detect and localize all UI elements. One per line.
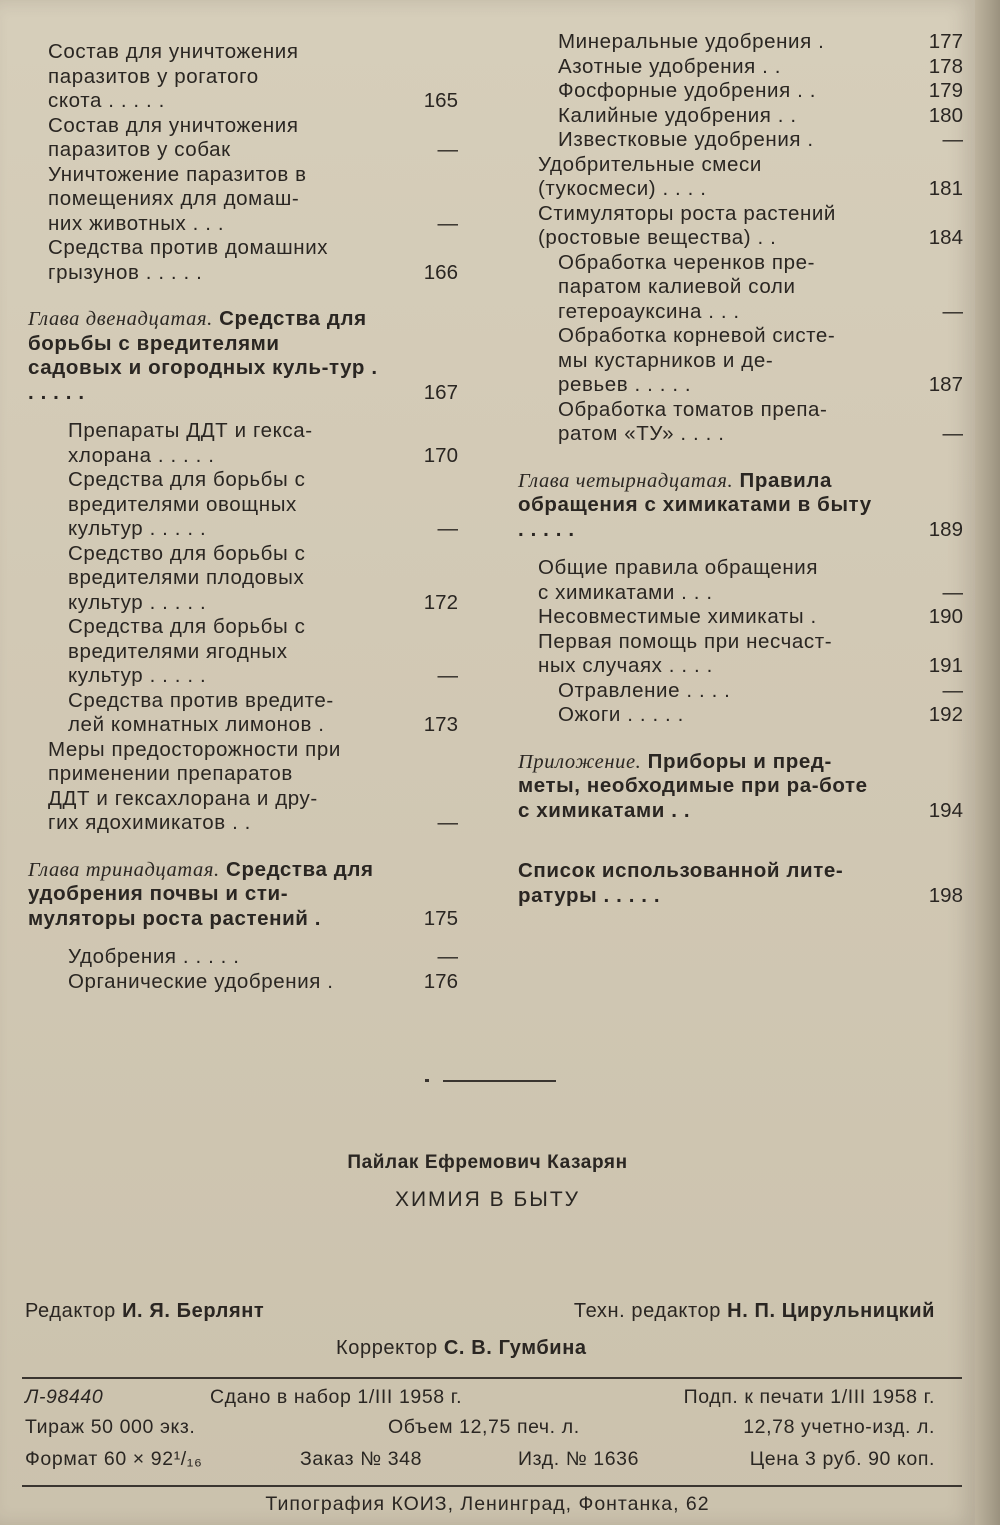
page-number: 187 — [928, 373, 963, 396]
entry-title: Известковые удобрения . — [558, 128, 814, 151]
page-number: 181 — [928, 177, 963, 200]
chapter-prefix: Глава тринадцатая. — [28, 858, 220, 881]
imprint-signed: Подп. к печати 1/III 1958 г. — [683, 1386, 935, 1408]
author-name: Пайлак Ефремович Казарян — [347, 1152, 628, 1173]
entry-title: Обработка корневой систе- мы кустарников и де- ревьев . . . . . — [558, 324, 836, 396]
tech-editor-name: Н. П. Цирульницкий — [727, 1300, 935, 1322]
entry-title: Фосфорные удобрения . . — [558, 79, 816, 102]
toc-chapter — [518, 859, 963, 908]
toc-entry — [28, 163, 458, 237]
chapter-prefix: Приложение. — [518, 750, 642, 773]
toc-entry — [28, 468, 458, 542]
editor-label: Редактор — [25, 1300, 116, 1322]
toc-entry — [28, 945, 458, 970]
page-number: 176 — [423, 969, 458, 993]
entry-title: Средства для борьбы с вредителями овощных культур . . . . . — [68, 468, 306, 540]
toc-entry — [518, 605, 963, 630]
page-number: — — [942, 678, 963, 702]
entry-title: Калийные удобрения . . — [558, 103, 797, 127]
page-number: 198 — [928, 883, 963, 907]
page-number: — — [942, 128, 963, 151]
entry-title: Средства против домашних грызунов . . . . . — [48, 236, 329, 284]
chapter-prefix: Глава двенадцатая. — [28, 308, 213, 330]
toc-entry — [28, 970, 458, 995]
toc-entry — [518, 79, 963, 104]
chapter-title: Список использованной лите-ратуры . . . . . — [518, 859, 844, 907]
corrector-name: С. В. Гумбина — [443, 1337, 587, 1359]
entry-title: Несовместимые химикаты . — [538, 605, 817, 628]
toc-spacer — [28, 931, 458, 945]
chapter-title: Приборы и пред-меты, необходимые при ра-боте с химикатами . . — [518, 749, 868, 822]
page-number: 184 — [928, 226, 963, 249]
entry-title: Меры предосторожности при применении препаратов ДДТ и гексахлорана и дру- гих ядохимикатов . . — [48, 737, 341, 834]
toc-chapter — [28, 858, 458, 932]
toc-chapter — [518, 750, 963, 824]
entry-title: Обработка томатов препа- ратом «ТУ» . . . . — [558, 397, 828, 445]
entry-title: Удобрительные смеси (тукосмеси) . . . . — [538, 152, 762, 200]
toc-entry — [28, 689, 458, 738]
page-number: — — [942, 422, 963, 445]
printer-line: Типография КОИЗ, Ленинград, Фонтанка, 62 — [265, 1493, 710, 1515]
page-number: 172 — [423, 590, 458, 614]
entry-title: Средства против вредите- лей комнатных лимонов . — [68, 688, 334, 736]
imprint-bottom-rule — [22, 1485, 962, 1487]
toc-entry — [518, 679, 963, 704]
entry-title: Состав для уничтожения паразитов у рогатого скота . . . . . — [48, 40, 299, 112]
toc-entry — [518, 251, 963, 325]
page-number: 189 — [928, 517, 963, 541]
page-number: 180 — [928, 103, 963, 127]
imprint-top-rule — [22, 1377, 962, 1379]
page-number: 175 — [423, 906, 458, 930]
entry-title: Первая помощь при несчаст- ных случаях . . . . — [538, 629, 833, 677]
toc-entry — [28, 40, 458, 114]
page-number: 190 — [928, 605, 963, 628]
imprint-order: Заказ № 348 — [300, 1448, 423, 1470]
entry-title: Средства для борьбы с вредителями ягодных культур . . . . . — [68, 615, 306, 687]
editor-credit — [25, 1300, 264, 1323]
toc-left-column — [28, 40, 458, 994]
entry-title: Препараты ДДТ и гекса- хлорана . . . . . — [68, 419, 313, 467]
entry-title: Состав для уничтожения паразитов у собак — [48, 113, 299, 161]
chapter-title: Средства для удобрения почвы и сти-муляторы роста растений . — [28, 857, 374, 930]
page-number: 165 — [423, 89, 458, 112]
entry-title: Обработка черенков пре- паратом калиевой соли гетероауксина . . . — [558, 250, 816, 323]
entry-title: Азотные удобрения . . — [558, 54, 782, 78]
toc-right-column — [518, 30, 963, 922]
toc-entry — [28, 236, 458, 285]
divider-rule — [443, 1080, 556, 1082]
imprint-print-run: Тираж 50 000 экз. — [25, 1416, 196, 1438]
entry-title: Отравление . . . . — [558, 678, 731, 702]
page-number: 191 — [928, 654, 963, 677]
imprint-edition: Изд. № 1636 — [518, 1448, 640, 1470]
page-number: 177 — [928, 30, 963, 53]
toc-entry — [518, 202, 963, 251]
entry-title: Средство для борьбы с вредителями плодовых культур . . . . . — [68, 541, 306, 614]
toc-entry — [518, 398, 963, 447]
editor-name: И. Я. Берлянт — [122, 1300, 265, 1322]
toc-entry — [518, 55, 963, 80]
entry-title: Стимуляторы роста растений (ростовые вещества) . . — [538, 201, 836, 249]
toc-chapter — [28, 307, 458, 405]
toc-entry — [518, 556, 963, 605]
imprint-code: Л-98440 — [25, 1386, 104, 1408]
page-number: 179 — [928, 79, 963, 102]
entry-title: Минеральные удобрения . — [558, 30, 825, 53]
page-number: 194 — [928, 798, 963, 822]
entry-title: Удобрения . . . . . — [68, 945, 240, 968]
page-number: — — [437, 945, 458, 968]
toc-spacer — [28, 405, 458, 419]
imprint-volume-acc: 12,78 учетно-изд. л. — [743, 1416, 935, 1438]
toc-entry — [518, 703, 963, 728]
entry-title: Уничтожение паразитов в помещениях для домаш- них животных . . . — [48, 162, 307, 235]
toc-entry — [518, 128, 963, 153]
toc-entry — [518, 104, 963, 129]
imprint-price: Цена 3 руб. 90 коп. — [749, 1448, 935, 1470]
toc-entry — [28, 419, 458, 468]
toc-entry — [518, 153, 963, 202]
entry-title: Общие правила обращения с химикатами . . . — [538, 556, 819, 604]
tech-editor-credit — [574, 1300, 935, 1323]
toc-spacer — [518, 823, 963, 837]
imprint-volume: Объем 12,75 печ. л. — [388, 1416, 580, 1438]
divider-dot — [425, 1079, 429, 1082]
entry-title: Органические удобрения . — [68, 969, 334, 993]
toc-entry — [518, 630, 963, 679]
chapter-prefix: Глава четырнадцатая. — [518, 469, 734, 492]
toc-spacer — [518, 542, 963, 556]
page-number: 167 — [423, 380, 458, 404]
page-number: 166 — [423, 260, 458, 284]
page-number: 178 — [928, 54, 963, 78]
page-number: — — [437, 211, 458, 235]
imprint-submitted: Сдано в набор 1/III 1958 г. — [210, 1386, 463, 1408]
imprint-format: Формат 60 × 92¹/₁₆ — [25, 1448, 203, 1470]
page-number: — — [437, 664, 458, 687]
corrector-label: Корректор — [336, 1337, 438, 1359]
toc-spacer — [518, 908, 963, 922]
toc-entry — [518, 324, 963, 398]
corrector-credit — [336, 1337, 587, 1360]
entry-title: Ожоги . . . . . — [558, 703, 684, 726]
toc-entry — [28, 542, 458, 616]
chapter-title: Средства для борьбы с вредителями садовых и огородных куль-тур . . . . . . — [28, 307, 378, 404]
toc-chapter — [518, 469, 963, 543]
page-number: — — [437, 811, 458, 834]
page-number: 192 — [928, 703, 963, 726]
book-title: ХИМИЯ В БЫТУ — [394, 1188, 581, 1211]
page-number: — — [942, 299, 963, 323]
toc-entry — [28, 114, 458, 163]
page-edge — [975, 0, 1000, 1525]
toc-entry — [28, 615, 458, 689]
chapter-title: Правила обращения с химикатами в быту . . . . . — [518, 468, 872, 541]
page-number: — — [942, 580, 963, 604]
tech-editor-label: Техн. редактор — [573, 1300, 721, 1322]
page-number: 173 — [423, 713, 458, 736]
toc-entry — [518, 30, 963, 55]
page-number: — — [437, 517, 458, 540]
page-number: 170 — [423, 443, 458, 467]
page-number: — — [437, 138, 458, 161]
toc-entry — [28, 738, 458, 836]
